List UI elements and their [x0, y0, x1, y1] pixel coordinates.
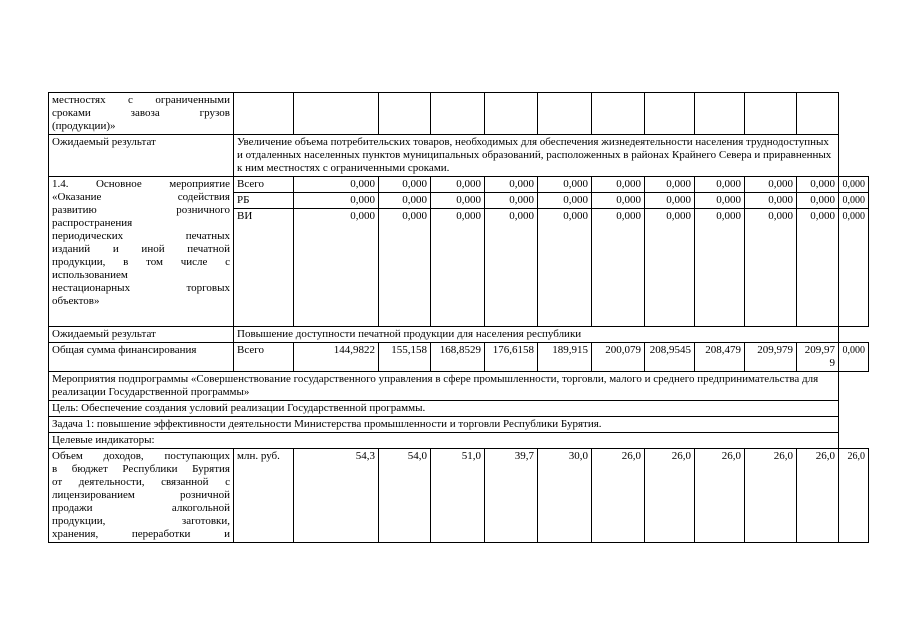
value-cell: 0,000: [379, 177, 431, 193]
name-line: Объем доходов, поступающих: [52, 450, 230, 462]
name-line: продукции, заготовки,: [52, 515, 230, 527]
indicators-heading: Целевые индикаторы:: [49, 433, 839, 449]
goal-text: Цель: Обеспечение создания условий реализации Государственной программы.: [49, 401, 839, 417]
empty-cell: [294, 93, 379, 135]
value-cell: 144,9822: [294, 343, 379, 372]
table-row: [49, 177, 869, 193]
value-cell: 0,000: [294, 209, 379, 327]
value-cell: 0,000: [592, 193, 645, 209]
name-line: развитию розничного: [52, 204, 230, 216]
measure-name-cell: [49, 93, 234, 135]
empty-cell: [839, 93, 869, 135]
value-cell: 0,000: [645, 193, 695, 209]
value-cell: 208,479: [695, 343, 745, 372]
value-cell: 26,0: [695, 449, 745, 543]
empty-cell: [234, 93, 294, 135]
name-line: местностях с ограниченными: [52, 94, 230, 106]
empty-cell: [797, 93, 839, 135]
value-cell: 0,000: [839, 209, 869, 327]
value-cell: 0,000: [645, 209, 695, 327]
value-cell: 0,000: [294, 177, 379, 193]
name-line: (продукции)»: [52, 120, 116, 132]
name-line: лицензированием розничной: [52, 489, 230, 501]
value-cell: 176,6158: [485, 343, 538, 372]
table-row: [49, 417, 869, 433]
table-row: [49, 372, 869, 401]
value-cell: 0,000: [797, 209, 839, 327]
source-label: РБ: [234, 193, 294, 209]
empty-cell: [745, 93, 797, 135]
value-cell: 26,0: [797, 449, 839, 543]
value-cell: 209,979: [745, 343, 797, 372]
value-cell: 0,000: [538, 193, 592, 209]
value-cell: 200,079: [592, 343, 645, 372]
empty-cell: [839, 433, 869, 449]
table-row: [49, 327, 869, 343]
row-label: Общая сумма финансирования: [49, 343, 234, 372]
value-cell: 0,000: [839, 343, 869, 372]
empty-cell: [592, 93, 645, 135]
task-text: Задача 1: повышение эффективности деятельности Министерства промышленности и торговли Республики Бурятия.: [49, 417, 839, 433]
value-cell: 0,000: [645, 177, 695, 193]
value-cell: 0,000: [745, 177, 797, 193]
value-cell: 26,0: [745, 449, 797, 543]
empty-cell: [839, 401, 869, 417]
empty-cell: [485, 93, 538, 135]
source-label: Всего: [234, 343, 294, 372]
indicator-name-cell: [49, 449, 234, 543]
table-row: [49, 135, 869, 177]
row-label: Ожидаемый результат: [49, 135, 234, 177]
value-cell: 0,000: [745, 209, 797, 327]
table-row: [49, 449, 869, 543]
name-line: использованием: [52, 269, 128, 281]
value-cell: 0,000: [745, 193, 797, 209]
name-line: продукции, в том числе с: [52, 256, 230, 268]
empty-cell: [695, 93, 745, 135]
empty-cell: [538, 93, 592, 135]
value-cell: 0,000: [431, 177, 485, 193]
value-cell: 0,000: [485, 209, 538, 327]
empty-cell: [431, 93, 485, 135]
name-line: периодических печатных: [52, 230, 230, 242]
name-line: распространения: [52, 217, 133, 229]
value-cell: 189,915: [538, 343, 592, 372]
value-cell: 0,000: [797, 177, 839, 193]
value-cell: 0,000: [592, 209, 645, 327]
name-line: «Оказание содействия: [52, 191, 230, 203]
financing-table: [48, 92, 869, 543]
value-cell: 39,7: [485, 449, 538, 543]
value-cell: 0,000: [379, 193, 431, 209]
value-cell: 0,000: [294, 193, 379, 209]
value-cell: 26,0: [645, 449, 695, 543]
value-cell: 26,0: [839, 449, 869, 543]
value-cell: 0,000: [695, 177, 745, 193]
value-cell: 54,0: [379, 449, 431, 543]
empty-cell: [839, 372, 869, 401]
value-cell: 26,0: [592, 449, 645, 543]
empty-cell: [379, 93, 431, 135]
name-line: от деятельности, связанной с: [52, 476, 230, 488]
name-line: хранения, переработки и: [52, 528, 230, 540]
name-line: изданий и иной печатной: [52, 243, 230, 255]
name-line: продажи алкогольной: [52, 502, 230, 514]
value-cell: 209,979: [797, 343, 839, 372]
value-cell: 0,000: [538, 209, 592, 327]
value-cell: 51,0: [431, 449, 485, 543]
value-cell: 168,8529: [431, 343, 485, 372]
value-cell: 0,000: [485, 193, 538, 209]
empty-cell: [645, 93, 695, 135]
value-cell: 208,9545: [645, 343, 695, 372]
value-cell: 30,0: [538, 449, 592, 543]
unit-label: млн. руб.: [234, 449, 294, 543]
name-line: в бюджет Республики Бурятия: [52, 463, 230, 475]
value-cell: 0,000: [485, 177, 538, 193]
empty-cell: [839, 135, 869, 177]
name-line: 1.4. Основное мероприятие: [52, 178, 230, 190]
table-row: [49, 343, 869, 372]
table-row: [49, 401, 869, 417]
expected-result-text: Повышение доступности печатной продукции для населения республики: [234, 327, 839, 343]
value-cell: 0,000: [431, 209, 485, 327]
subprogram-heading: Мероприятия подпрограммы «Совершенствование государственного управления в сфере промышленности, торговли, малого и среднего предпринимательства для реализации Государственной программы»: [49, 372, 839, 401]
value-cell: 0,000: [538, 177, 592, 193]
value-cell: 0,000: [695, 193, 745, 209]
value-cell: 54,3: [294, 449, 379, 543]
measure-name-cell: [49, 177, 234, 327]
table-row: [49, 433, 869, 449]
empty-cell: [839, 417, 869, 433]
value-cell: 0,000: [695, 209, 745, 327]
value-cell: 0,000: [592, 177, 645, 193]
value-cell: 0,000: [379, 209, 431, 327]
value-cell: 0,000: [797, 193, 839, 209]
source-label: Всего: [234, 177, 294, 193]
name-line: нестационарных торговых: [52, 282, 230, 294]
row-label: Ожидаемый результат: [49, 327, 234, 343]
value-cell: 0,000: [839, 193, 869, 209]
value-cell: 0,000: [839, 177, 869, 193]
value-cell: 0,000: [431, 193, 485, 209]
name-line: объектов»: [52, 295, 100, 307]
empty-cell: [839, 327, 869, 343]
value-cell: 155,158: [379, 343, 431, 372]
source-label: ВИ: [234, 209, 294, 327]
name-line: сроками завоза грузов: [52, 107, 230, 119]
table-row: [49, 93, 869, 135]
expected-result-text: Увеличение объема потребительских товаров, необходимых для обеспечения жизнедеятельности населения труднодоступных и отдаленных населенных пунктов муниципальных образований, расположенных в районах Крайнего Севера и приравненных к ним местностях с ограниченными сроками.: [234, 135, 839, 177]
